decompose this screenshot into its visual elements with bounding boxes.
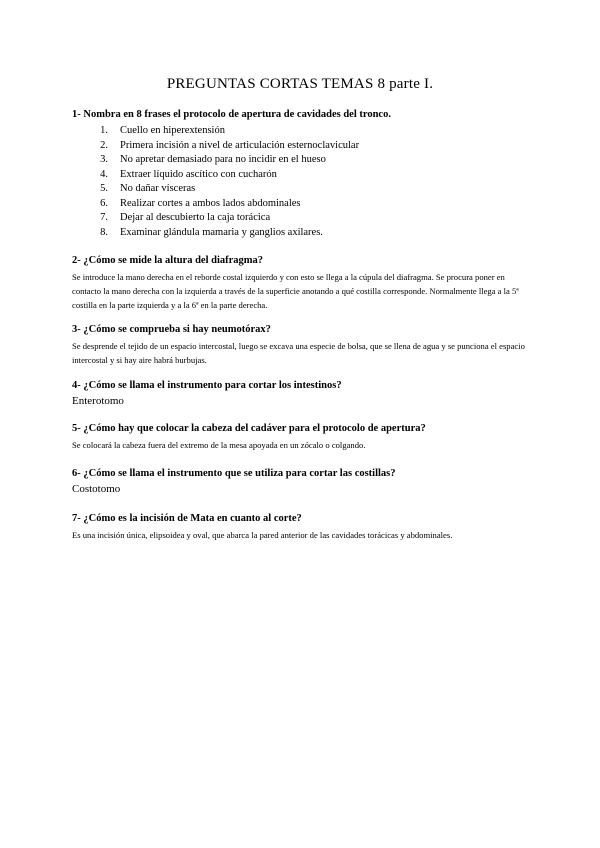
step-text: No apretar demasiado para no incidir en el hueso [120, 154, 326, 165]
question-2 [72, 254, 532, 312]
step-number: 2. [100, 139, 108, 151]
list-item [72, 226, 532, 241]
step-number: 8. [100, 226, 108, 238]
step-number: 7. [100, 212, 108, 223]
question-2-answer: Se introduce la mano derecha en el reborde costal izquierdo y con esto se llega a la cúpula del diafragma. Se procura poner en contacto la mano derecha con la izquierda a través de la superficie anotando a qué costilla corresponde. Normalmente llega a la 5ª costilla en la parte izquierda y a la 6ª en la parte derecha. [72, 272, 519, 310]
question-3-heading: 3- ¿Cómo se comprueba si hay neumotórax? [72, 324, 271, 335]
question-3-answer: Se desprende el tejido de un espacio intercostal, luego se excava una especie de bolsa, que se llena de agua y se punciona el espacio intercostal y si hay aire habrá burbujas. [72, 341, 525, 365]
step-number: 6. [100, 197, 108, 209]
step-number: 4. [100, 168, 108, 180]
question-1-heading: 1- Nombra en 8 frases el protocolo de apertura de cavidades del tronco. [72, 109, 391, 120]
question-3 [72, 323, 532, 367]
question-6-answer: Costotomo [72, 483, 121, 495]
question-4-answer: Enterotomo [72, 395, 124, 407]
list-item [72, 139, 532, 154]
step-text: Extraer líquido ascítico con cucharón [120, 168, 277, 180]
question-4 [72, 379, 532, 408]
list-item [72, 168, 532, 183]
protocol-steps-list [72, 124, 532, 240]
step-text: Primera incisión a nivel de articulación esternoclavicular [120, 139, 360, 151]
step-number: 5. [100, 183, 108, 194]
list-item [72, 197, 532, 212]
question-6 [72, 467, 532, 496]
question-7-answer: Es una incisión única, elipsoidea y oval, que abarca la pared anterior de las cavidades torácicas y abdominales. [72, 530, 453, 540]
question-6-heading: 6- ¿Cómo se llama el instrumento que se utiliza para cortar las costillas? [72, 468, 396, 479]
list-item [72, 182, 532, 197]
step-text: Examinar glándula mamaria y ganglios axilares. [120, 226, 323, 238]
step-number: 1. [100, 125, 108, 136]
list-item [72, 124, 532, 139]
step-text: Dejar al descubierto la caja torácica [120, 212, 271, 223]
step-text: Cuello en hiperextensión [120, 125, 225, 136]
step-text: Realizar cortes a ambos lados abdominales [120, 197, 301, 209]
step-text: No dañar vísceras [120, 183, 196, 194]
list-item [72, 153, 532, 168]
question-5-heading: 5- ¿Cómo hay que colocar la cabeza del cadáver para el protocolo de apertura? [72, 423, 426, 434]
step-number: 3. [100, 154, 108, 165]
question-7-heading: 7- ¿Cómo es la incisión de Mata en cuanto al corte? [72, 513, 302, 524]
question-4-heading: 4- ¿Cómo se llama el instrumento para cortar los intestinos? [72, 380, 342, 391]
question-1 [72, 108, 532, 240]
question-7 [72, 512, 532, 542]
question-5-answer: Se colocará la cabeza fuera del extremo de la mesa apoyada en un zócalo o colgando. [72, 440, 366, 450]
list-item [72, 211, 532, 226]
question-2-heading: 2- ¿Cómo se mide la altura del diafragma? [72, 255, 264, 266]
page-title: PREGUNTAS CORTAS TEMAS 8 parte I. [166, 76, 434, 92]
question-5 [72, 422, 532, 452]
